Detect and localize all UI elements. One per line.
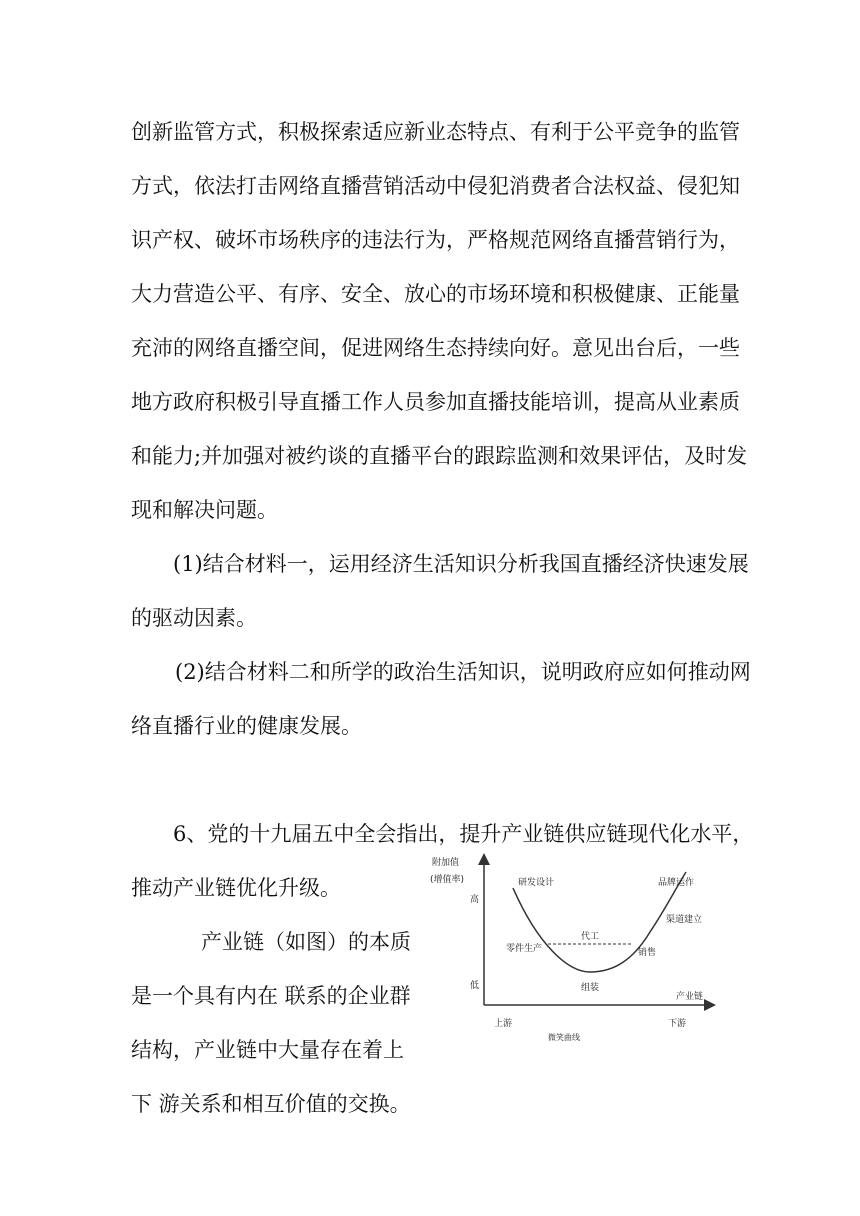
question-6-side-line: 是一个具有内在 联系的企业群 (131, 984, 411, 1008)
paragraph-line: 创新监管方式，积极探索适应新业态特点、有利于公平竞争的监管 (131, 120, 740, 144)
y-axis-label-unit: (增值率) (430, 875, 465, 885)
stage-label-brand: 品牌运作 (658, 878, 695, 888)
x-axis-label: 产业链 (676, 992, 704, 1002)
figure-caption: 微笑曲线 (548, 1033, 580, 1042)
paragraph-line: 大力营造公平、有序、安全、放心的市场环境和积极健康、正能量 (131, 282, 740, 306)
question-1-line: 的驱动因素。 (131, 606, 257, 630)
question-2-line: (2)结合材料二和所学的政治生活知识，说明政府应如何推动网 (175, 660, 751, 684)
y-axis-label: 附加值 (432, 858, 460, 868)
question-2-line: 络直播行业的健康发展。 (131, 714, 362, 738)
question-1-line: (1)结合材料一，运用经济生活知识分析我国直播经济快速发展 (173, 552, 749, 576)
high-label: 高 (470, 895, 480, 905)
stage-label-rd: 研发设计 (518, 878, 555, 888)
question-6-side-line: 产业链（如图）的本质 (201, 930, 411, 954)
stage-label-parts: 零件生产 (506, 944, 543, 954)
paragraph-line: 方式，依法打击网络直播营销活动中侵犯消费者合法权益、侵犯知 (131, 174, 740, 198)
paragraph-line: 现和解决问题。 (131, 498, 278, 522)
smile-curve-figure (418, 850, 718, 1045)
question-6-side-line: 结构，产业链中大量存在着上 (131, 1038, 404, 1062)
question-6-line: 推动产业链优化升级。 (131, 876, 341, 900)
upstream-label: 上游 (494, 1019, 513, 1029)
downstream-label: 下游 (668, 1019, 687, 1029)
paragraph-line: 识产权、破坏市场秩序的违法行为，严格规范网络直播营销行为， (131, 228, 740, 252)
smile-curve-diagram (418, 850, 718, 1045)
low-label: 低 (470, 981, 480, 991)
question-6-line: 6、党的十九届五中全会指出，提升产业链供应链现代化水平， (173, 822, 754, 846)
stage-label-assembly: 组装 (581, 983, 600, 993)
stage-label-oem: 代工 (581, 932, 600, 942)
paragraph-line: 地方政府积极引导直播工作人员参加直播技能培训，提高从业素质 (131, 390, 740, 414)
stage-label-sales: 销售 (638, 948, 657, 958)
question-6-side-line: 下 游关系和相互价值的交换。 (131, 1092, 411, 1116)
paragraph-line: 充沛的网络直播空间，促进网络生态持续向好。意见出台后，一些 (131, 336, 740, 360)
paragraph-line: 和能力;并加强对被约谈的直播平台的跟踪监测和效果评估，及时发 (131, 444, 748, 468)
stage-label-channel: 渠道建立 (666, 915, 703, 925)
